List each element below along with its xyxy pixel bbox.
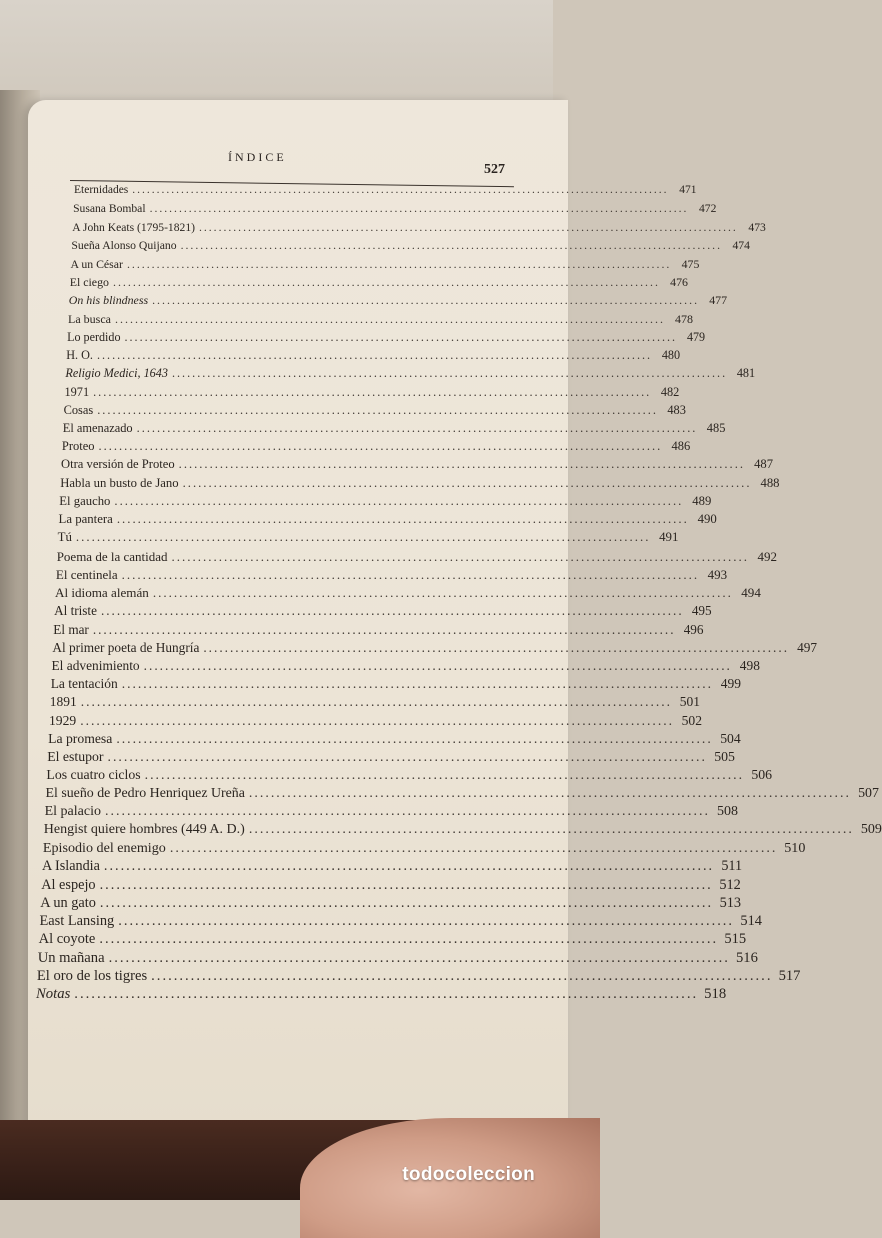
toc-dot-leader: .............................................................................................................. xyxy=(116,512,689,527)
toc-dot-leader: .............................................................................................................. xyxy=(132,184,669,196)
toc-entry-title: Tú xyxy=(57,530,72,545)
toc-dot-leader: .............................................................................................................. xyxy=(99,931,719,948)
toc-entry-title: El ciego xyxy=(69,275,109,290)
toc-entry xyxy=(60,475,780,491)
toc-entry-page: 491 xyxy=(659,530,679,545)
toc-entry-page: 501 xyxy=(679,694,701,710)
toc-entry xyxy=(49,694,701,710)
toc-entry-page: 471 xyxy=(679,184,697,196)
toc-entry xyxy=(56,548,778,565)
toc-entry-title: La tentación xyxy=(50,676,118,692)
toc-dot-leader: .............................................................................................................. xyxy=(121,566,700,582)
toc-entry-title: Poema de la cantidad xyxy=(56,548,168,564)
toc-entry xyxy=(65,366,756,381)
toc-entry-page: 482 xyxy=(660,384,680,399)
toc-entry-page: 502 xyxy=(681,712,703,728)
toc-entry-page: 516 xyxy=(736,949,758,966)
toc-dot-leader: .............................................................................................................. xyxy=(124,329,678,344)
toc-entry-title: Hengist quiere hombres (449 A. D.) xyxy=(43,822,245,837)
toc-dot-leader: .............................................................................................................. xyxy=(97,402,658,417)
toc-entry xyxy=(66,348,681,363)
toc-entry xyxy=(40,894,742,912)
toc-entry-title: El centinela xyxy=(55,566,118,582)
toc-entry-page: 487 xyxy=(754,457,773,472)
toc-entry xyxy=(55,585,761,601)
toc-entry-page: 492 xyxy=(757,548,778,564)
toc-entry-page: 497 xyxy=(797,639,818,655)
toc-dot-leader: .............................................................................................................. xyxy=(108,949,730,966)
toc-dot-leader: .............................................................................................................. xyxy=(118,913,734,930)
toc-entry-title: El estupor xyxy=(47,749,104,764)
toc-entry-page: 513 xyxy=(719,894,742,911)
toc-dot-leader: .............................................................................................................. xyxy=(152,293,700,308)
toc-entry-title: Al espejo xyxy=(41,876,96,893)
toc-entry-title: Al primer poeta de Hungría xyxy=(52,639,200,655)
toc-entry-page: 474 xyxy=(732,238,750,252)
toc-entry-page: 512 xyxy=(719,876,741,893)
toc-entry-page: 475 xyxy=(681,256,700,271)
toc-dot-leader: .............................................................................................................. xyxy=(144,767,745,783)
toc-entry-page: 515 xyxy=(724,931,747,948)
toc-entry-title: Al triste xyxy=(54,603,97,619)
toc-entry xyxy=(74,184,697,196)
toc-entry-title: Episodio del enemigo xyxy=(42,840,166,857)
toc-dot-leader: .............................................................................................................. xyxy=(149,202,689,216)
toc-entry xyxy=(54,603,712,619)
toc-entry xyxy=(68,311,693,327)
toc-dot-leader: .............................................................................................................. xyxy=(80,694,673,710)
toc-entry-page: 476 xyxy=(670,275,688,290)
toc-entry-title: El advenimiento xyxy=(51,657,140,673)
toc-entry-page: 483 xyxy=(667,402,686,417)
toc-entry xyxy=(47,749,735,765)
toc-entry-title: El palacio xyxy=(44,803,101,819)
toc-entry-page: 486 xyxy=(671,439,691,454)
toc-entry-page: 507 xyxy=(858,785,879,801)
toc-entry-title: La pantera xyxy=(58,512,113,527)
toc-entry-title: Habla un busto de Jano xyxy=(60,475,179,490)
toc-dot-leader: .............................................................................................................. xyxy=(169,840,778,857)
toc-dot-leader: .............................................................................................................. xyxy=(248,822,854,837)
toc-entry-page: 478 xyxy=(674,311,693,326)
toc-entry xyxy=(36,986,727,1003)
toc-entry xyxy=(58,512,717,527)
toc-entry-title: 1929 xyxy=(49,712,77,728)
toc-entry xyxy=(63,402,686,418)
toc-entry-page: 485 xyxy=(706,421,726,435)
toc-entry-title: Eternidades xyxy=(74,184,129,196)
toc-entry xyxy=(48,730,741,747)
toc-entry-title: Los cuatro ciclos xyxy=(46,767,141,783)
toc-entry-title: Cosas xyxy=(63,402,94,417)
toc-entry xyxy=(51,657,760,674)
toc-entry xyxy=(52,639,818,656)
toc-entry-page: 514 xyxy=(740,913,762,930)
toc-dot-leader: .............................................................................................................. xyxy=(75,530,651,545)
toc-entry-title: Notas xyxy=(36,986,71,1002)
toc-dot-leader: .............................................................................................................. xyxy=(107,749,707,764)
toc-entry xyxy=(37,949,758,967)
toc-entry-title: Susana Bombal xyxy=(73,202,146,216)
toc-entry-page: 499 xyxy=(720,676,742,692)
toc-entry xyxy=(44,803,738,820)
toc-entry-title: Un mañana xyxy=(37,949,105,966)
toc-dot-leader: .............................................................................................................. xyxy=(74,986,699,1002)
toc-entry xyxy=(45,785,879,802)
toc-entry-title: Sueña Alonso Quijano xyxy=(71,238,177,252)
toc-entry-title: H. O. xyxy=(66,348,93,362)
toc-dot-leader: .............................................................................................................. xyxy=(104,803,710,819)
toc-entry xyxy=(70,256,700,272)
toc-entry-page: 506 xyxy=(751,767,773,783)
toc-entry-page: 505 xyxy=(714,749,735,764)
toc-dot-leader: .............................................................................................................. xyxy=(112,275,660,290)
page-number: 527 xyxy=(484,162,505,177)
toc-dot-leader: .............................................................................................................. xyxy=(152,585,733,600)
toc-entry-title: 1891 xyxy=(49,694,77,710)
toc-entry xyxy=(42,858,743,875)
toc-entry-title: La promesa xyxy=(48,730,113,746)
toc-entry xyxy=(39,913,762,930)
toc-dot-leader: .............................................................................................................. xyxy=(143,657,732,673)
page-title: ÍNDICE xyxy=(228,150,287,164)
toc-entry xyxy=(53,621,704,638)
toc-entry xyxy=(46,767,773,783)
toc-dot-leader: .............................................................................................................. xyxy=(99,894,714,911)
toc-entry-title: El oro de los tigres xyxy=(36,967,148,984)
toc-entry-title: La busca xyxy=(68,311,111,326)
toc-entry-title: 1971 xyxy=(64,384,90,399)
toc-entry-title: El mar xyxy=(53,621,89,637)
toc-entry-page: 473 xyxy=(748,220,766,234)
toc-entry-page: 481 xyxy=(736,366,756,381)
toc-entry xyxy=(57,530,679,545)
toc-entry xyxy=(50,676,742,692)
toc-entry-title: A Islandia xyxy=(42,858,100,875)
toc-entry-page: 495 xyxy=(691,603,712,619)
toc-entry xyxy=(38,931,747,948)
toc-entry-page: 508 xyxy=(716,803,738,819)
toc-dot-leader: .............................................................................................................. xyxy=(136,421,698,435)
toc-entry-page: 510 xyxy=(784,840,806,857)
toc-entry-page: 488 xyxy=(760,475,780,490)
toc-dot-leader: .............................................................................................................. xyxy=(116,730,713,746)
toc-dot-leader: .............................................................................................................. xyxy=(93,384,652,399)
toc-dot-leader: .............................................................................................................. xyxy=(121,676,714,692)
toc-entry xyxy=(55,566,728,583)
toc-dot-leader: .............................................................................................................. xyxy=(126,256,672,271)
toc-entry-page: 509 xyxy=(860,822,882,837)
toc-dot-leader: .............................................................................................................. xyxy=(178,457,745,472)
toc-entry-page: 504 xyxy=(720,730,741,746)
toc-dot-leader: .............................................................................................................. xyxy=(182,475,752,490)
toc-entry-title: El sueño de Pedro Henriquez Ureña xyxy=(45,785,245,801)
toc-entry-title: East Lansing xyxy=(39,913,115,930)
toc-entry xyxy=(62,421,726,436)
toc-dot-leader: .............................................................................................................. xyxy=(92,621,676,637)
toc-entry xyxy=(61,457,773,472)
toc-entry-title: A un gato xyxy=(40,894,96,911)
toc-dot-leader: .............................................................................................................. xyxy=(171,548,750,564)
toc-entry-page: 472 xyxy=(699,202,717,216)
toc-entry-page: 490 xyxy=(697,512,717,527)
toc-entry-title: Al coyote xyxy=(38,931,96,948)
toc-dot-leader: .............................................................................................................. xyxy=(180,238,722,252)
toc-entry-title: A un César xyxy=(70,256,123,271)
toc-entry xyxy=(67,329,706,345)
toc-dot-leader: .............................................................................................................. xyxy=(171,366,728,381)
toc-entry-page: 480 xyxy=(661,348,681,362)
toc-entry-title: Religio Medici, 1643 xyxy=(65,366,168,381)
toc-dot-leader: .............................................................................................................. xyxy=(80,712,675,728)
toc-dot-leader: .............................................................................................................. xyxy=(98,439,663,454)
toc-dot-leader: .............................................................................................................. xyxy=(100,603,684,619)
toc-dot-leader: .............................................................................................................. xyxy=(96,348,653,362)
toc-entry xyxy=(73,202,717,216)
toc-dot-leader: .............................................................................................................. xyxy=(99,876,713,893)
toc-dot-leader: .............................................................................................................. xyxy=(114,493,684,508)
watermark-logo: todocoleccion xyxy=(402,1164,535,1185)
toc-entry-page: 489 xyxy=(692,493,712,508)
toc-entry xyxy=(36,967,801,985)
toc-entry-page: 496 xyxy=(683,621,704,637)
toc-entry xyxy=(43,822,882,838)
toc-dot-leader: .............................................................................................................. xyxy=(103,858,715,875)
toc-dot-leader: .............................................................................................................. xyxy=(248,785,851,801)
toc-entry xyxy=(72,220,766,234)
toc-entry xyxy=(61,439,691,454)
toc-dot-leader: .............................................................................................................. xyxy=(203,639,790,655)
toc-entry-page: 479 xyxy=(686,329,706,344)
toc-entry xyxy=(64,384,680,400)
toc-dot-leader: .............................................................................................................. xyxy=(198,220,738,234)
toc-entry xyxy=(59,493,712,509)
toc-entry xyxy=(69,275,688,290)
toc-entry xyxy=(42,840,806,857)
toc-entry xyxy=(71,238,750,252)
toc-entry-title: El gaucho xyxy=(59,493,111,508)
toc-entry-title: Al idioma alemán xyxy=(55,585,149,600)
toc-entry-title: Lo perdido xyxy=(67,329,121,344)
toc-entry-page: 517 xyxy=(778,967,801,984)
toc-entry-title: A John Keats (1795-1821) xyxy=(72,220,195,234)
toc-entry-title: El amenazado xyxy=(62,421,133,435)
toc-entry-title: On his blindness xyxy=(68,293,149,308)
toc-entry-page: 498 xyxy=(739,657,760,673)
toc-entry-page: 511 xyxy=(721,858,743,875)
toc-entry-title: Otra versión de Proteo xyxy=(61,457,175,472)
toc-entry-page: 494 xyxy=(741,585,761,600)
toc-dot-leader: .............................................................................................................. xyxy=(114,311,665,326)
toc-entry xyxy=(49,712,703,729)
toc-entry-page: 518 xyxy=(704,986,727,1002)
toc-entry xyxy=(41,876,741,894)
toc-dot-leader: .............................................................................................................. xyxy=(151,967,773,984)
toc-entry-title: Proteo xyxy=(61,439,95,454)
toc-entry-page: 493 xyxy=(707,566,728,582)
toc-entry-page: 477 xyxy=(709,293,728,308)
toc-entry xyxy=(68,293,728,308)
